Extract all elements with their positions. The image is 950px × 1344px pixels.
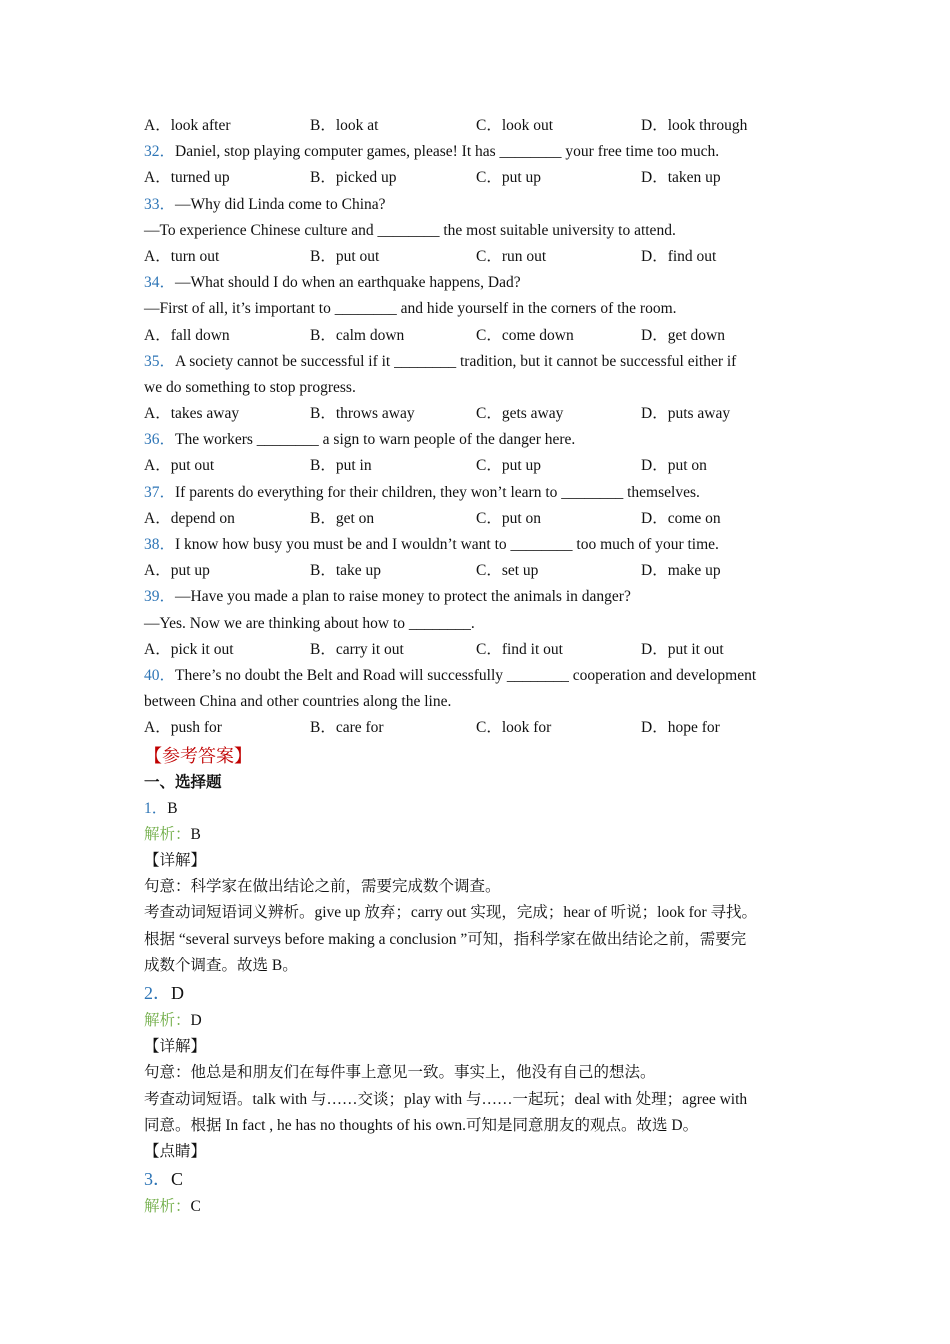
- jiexi-label: 解析：: [144, 1012, 191, 1029]
- jiexi-value: C: [190, 1198, 201, 1216]
- q37-options: [144, 506, 814, 532]
- answers-title: 【参考答案】: [144, 745, 252, 766]
- explanation-line: 考查动词短语词义辨析。give up 放弃；carry out 实现，完成；hear of 听说；look for 寻找。: [144, 904, 758, 922]
- q34-options: [144, 323, 814, 349]
- question-33: [144, 192, 814, 218]
- option-c[interactable]: C．put up: [476, 169, 542, 187]
- answer-1-jiexi: [144, 822, 814, 848]
- option-d[interactable]: D．taken up: [641, 169, 721, 187]
- explanation-line: 句意：他总是和朋友们在每件事上意见一致。事实上，他没有自己的想法。: [144, 1064, 656, 1082]
- option-c[interactable]: C．find it out: [476, 640, 563, 658]
- question-text: The workers ________ a sign to warn people of the danger here.: [175, 431, 576, 449]
- explanation-line: 考查动词短语。talk with 与……交谈；play with 与……一起玩；deal with 处理；agree with: [144, 1090, 748, 1108]
- option-b[interactable]: B．get on: [310, 509, 375, 527]
- question-number: 38．: [144, 536, 176, 553]
- option-a[interactable]: A．takes away: [144, 405, 240, 423]
- option-d[interactable]: D．get down: [641, 326, 725, 344]
- question-number: 36．: [144, 431, 176, 449]
- question-number: 37．: [144, 483, 176, 501]
- option-d[interactable]: D．look through: [641, 117, 748, 134]
- question-text: There’s no doubt the Belt and Road will successfully ________ cooperation and development: [175, 666, 757, 684]
- option-a[interactable]: A．turn out: [144, 247, 220, 265]
- option-b[interactable]: B．care for: [310, 719, 384, 737]
- question-35: [144, 349, 814, 375]
- answer-letter: B: [167, 799, 178, 817]
- option-a[interactable]: A．put out: [144, 457, 215, 475]
- answer-number: 3．: [144, 1169, 171, 1190]
- section-title: 一、选择题: [144, 773, 222, 791]
- option-a[interactable]: A．push for: [144, 719, 222, 737]
- option-c[interactable]: C．look out: [476, 117, 554, 134]
- jiexi-label: 解析：: [144, 825, 191, 843]
- answer-1: [144, 796, 814, 822]
- option-b[interactable]: B．look at: [310, 117, 379, 134]
- explanation-line: 句意：科学家在做出结论之前，需要完成数个调查。: [144, 878, 501, 896]
- answer-number: 1．: [144, 799, 168, 817]
- q31-options: [144, 113, 814, 139]
- option-c[interactable]: C．look for: [476, 719, 552, 737]
- question-36: [144, 427, 814, 453]
- option-c[interactable]: C．come down: [476, 326, 574, 344]
- question-number: 35．: [144, 352, 176, 370]
- explanation-line: 根据 “several surveys before making a conclusion ”可知，指科学家在做出结论之前，需要完: [144, 930, 747, 948]
- question-40-line-2: between China and other countries along the line.: [144, 693, 452, 711]
- option-b[interactable]: B．put out: [310, 247, 380, 265]
- question-35-line-2: we do something to stop progress.: [144, 378, 356, 396]
- option-d[interactable]: D．put on: [641, 457, 707, 475]
- question-number: 34．: [144, 274, 176, 292]
- question-34-line-2: —First of all, it’s important to ________ and hide yourself in the corners of the room.: [144, 300, 677, 318]
- option-d[interactable]: D．come on: [641, 509, 721, 527]
- jiexi-value: B: [190, 825, 201, 843]
- option-d[interactable]: D．puts away: [641, 405, 731, 423]
- detail-label: 【详解】: [144, 1038, 207, 1056]
- option-a[interactable]: A．look after: [144, 117, 231, 134]
- question-39-line-2: —Yes. Now we are thinking about how to ________.: [144, 614, 475, 632]
- question-33-line-2: —To experience Chinese culture and ________ the most suitable university to attend.: [144, 221, 676, 239]
- explanation-line: 成数个调查。故选 B。: [144, 956, 298, 974]
- q39-options: [144, 637, 814, 663]
- q38-options: [144, 558, 814, 584]
- question-number: 39．: [144, 588, 176, 606]
- question-37: [144, 480, 814, 506]
- document-page: [144, 113, 814, 1220]
- answer-2: [144, 979, 814, 1008]
- q36-options: [144, 453, 814, 479]
- jiexi-label: 解析：: [144, 1198, 191, 1216]
- option-a[interactable]: A．turned up: [144, 169, 230, 187]
- question-34: [144, 270, 814, 296]
- question-number: 33．: [144, 195, 176, 213]
- option-d[interactable]: D．make up: [641, 562, 721, 580]
- question-text: If parents do everything for their children, they won’t learn to ________ themselves.: [175, 483, 700, 501]
- q32-options: [144, 165, 814, 191]
- option-b[interactable]: B．picked up: [310, 169, 397, 187]
- question-text: —What should I do when an earthquake happens, Dad?: [175, 274, 521, 292]
- q35-options: [144, 401, 814, 427]
- option-c[interactable]: C．put on: [476, 509, 542, 527]
- option-b[interactable]: B．take up: [310, 562, 382, 580]
- question-text: Daniel, stop playing computer games, please! It has ________ your free time too much.: [175, 143, 720, 161]
- answer-letter: D: [171, 983, 184, 1003]
- option-d[interactable]: D．hope for: [641, 719, 720, 737]
- option-c[interactable]: C．put up: [476, 457, 542, 475]
- option-b[interactable]: B．put in: [310, 457, 372, 475]
- option-a[interactable]: A．fall down: [144, 326, 230, 344]
- question-39: [144, 584, 814, 610]
- option-a[interactable]: A．put up: [144, 562, 210, 580]
- question-number: 40．: [144, 666, 176, 684]
- detail-label: 【详解】: [144, 852, 207, 870]
- option-c[interactable]: C．set up: [476, 562, 539, 580]
- option-c[interactable]: C．gets away: [476, 405, 564, 423]
- option-d[interactable]: D．find out: [641, 247, 717, 265]
- question-text: —Have you made a plan to raise money to protect the animals in danger?: [175, 588, 631, 606]
- option-b[interactable]: B．throws away: [310, 405, 415, 423]
- question-text: A society cannot be successful if it ________ tradition, but it cannot be successful either if: [175, 352, 737, 370]
- answer-3-jiexi: [144, 1194, 814, 1220]
- question-32: [144, 139, 814, 165]
- question-38: [144, 532, 814, 558]
- jiexi-value: D: [190, 1012, 202, 1029]
- question-text: —Why did Linda come to China?: [175, 195, 386, 213]
- option-b[interactable]: B．carry it out: [310, 640, 404, 658]
- answer-number: 2．: [144, 983, 171, 1003]
- question-text: I know how busy you must be and I wouldn’t want to ________ too much of your time.: [175, 536, 719, 553]
- answer-3: [144, 1165, 814, 1194]
- explanation-line: 同意。根据 In fact , he has no thoughts of his own.可知是同意朋友的观点。故选 D。: [144, 1116, 699, 1134]
- answer-2-jiexi: [144, 1008, 814, 1034]
- answer-letter: C: [171, 1169, 184, 1190]
- option-a[interactable]: A．pick it out: [144, 640, 234, 658]
- note-label: 【点睛】: [144, 1142, 207, 1160]
- question-40: [144, 663, 814, 689]
- q40-options: [144, 715, 814, 741]
- question-number: 32．: [144, 143, 176, 161]
- option-a[interactable]: A．depend on: [144, 509, 235, 527]
- option-b[interactable]: B．calm down: [310, 326, 405, 344]
- option-d[interactable]: D．put it out: [641, 640, 724, 658]
- q33-options: [144, 244, 814, 270]
- option-c[interactable]: C．run out: [476, 247, 547, 265]
